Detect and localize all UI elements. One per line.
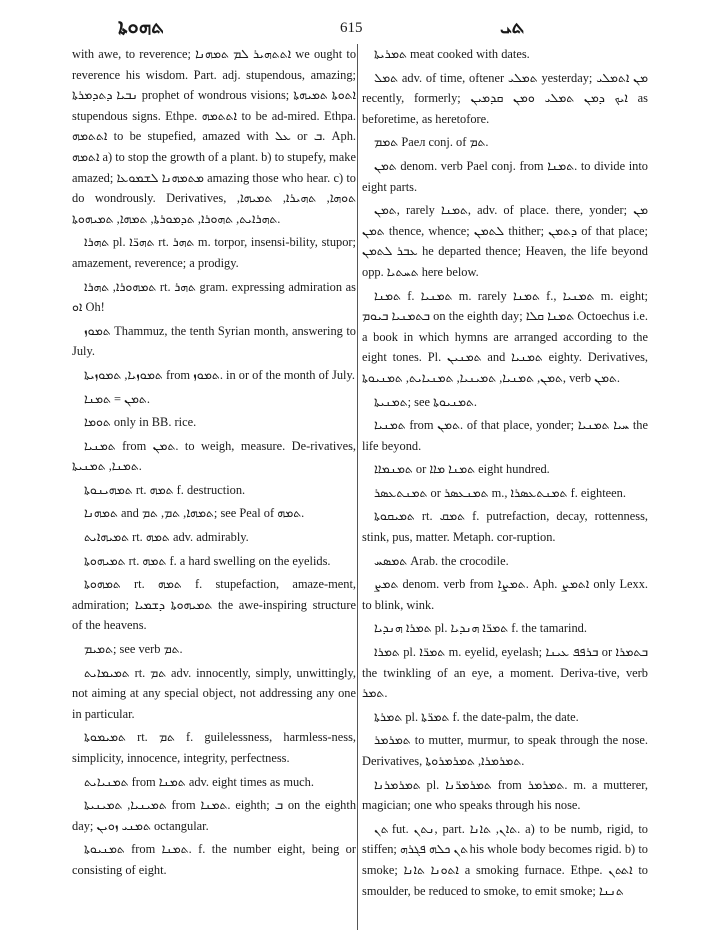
dictionary-entry: ܬܡܪܐ pl. ܬܡܪ̈ܐ m. eyelid, eyelash; ܒܪܦܦ ܥܝܢܐ or ܒܬܡܪܐ the twinkling of an eye, a moment. Deriva-tive, verb ܬܡܪ. [362,645,648,701]
dictionary-entry: ܬܡܗܢܐ and ܬܡܗܐ, ܬܡ, ܬܡ; see Peal of ܬܡܗ. [84,506,305,521]
dictionary-entry: ܬܗܪܐ pl. ܬܗܪ̈ܐ rt. ܬܗܪ m. torpor, insensi-bility, stupor; amazement, reverence; a prodigy. [72,235,356,270]
dictionary-entry: ܬܡܪܝܬܐ meat cooked with dates. [374,47,530,61]
dictionary-entry: ܬܡܗܘܬܐ rt. ܬܡܗ f. stupefaction, amaze-ment, admiration; ܬܡܝܗܘܬܐ ܕܫܡܝܐ the awe-inspiring structure of the heavens. [72,577,356,633]
page-header [70,14,650,44]
dictionary-entry: ܬܡܝܗܘܬܐ rt. ܬܡܗ f. a hard swelling on the eyelids. [84,553,331,568]
dictionary-entry: ܬܡܢܬܥܣܪ or ܬܡܢܥܣܪ m., ܬܡܢܬܥܣܪܐ f. eighteen. [374,485,626,500]
dictionary-entry: ܬܡܢܝܐܝܬ from ܬܡܢܐ adv. eight times as much. [84,774,314,789]
running-headword-left: ܬܗܘܬܐ [118,14,164,38]
page-number: 615 [340,20,363,36]
dictionary-entry: ܬܡܪܡܪܢܐ pl. ܬܡܪܡܪ̈ܢܐ from ܬܡܪܡܪ. m. a mutterer, magician; one who speaks through his nose. [362,777,648,813]
dictionary-entry: ܬܡܗܘܪܐ, ܬܗܪܐ rt. ܬܗܪ gram. expressing admiration as ܐܘ Oh! [72,279,356,315]
dictionary-entry: ܬܡܪܬܐ pl. ܬܡܪ̈ܬܐ f. the date-palm, the date. [374,709,579,724]
dictionary-entry: ܬܡܢ, rarely ܬܡܢܐ, adv. of place. there, yonder; ܡܢ ܬܡܢ thence, whence; ܠܬܡܢ thither; ܕܬܡܢ of that place; ܥܒܪ ܠܬܡܢ he departed thence; Heaven, the life beyond opp. ܬܚܬܝܐ here below. [362,203,648,279]
dictionary-entry: ܬܡܢܐ f. ܬܡܢܝܐ m. rarely ܬܡܢܐ f., ܬܡܢܝܐ m. eight; ܒܬܡܢܝܐ ܒܝܘܡ on the eighth day; ܬܡܢܐ ܩܠܐ Octoechus i.e. a book in which hymns are arranged according to the eight tones. Pl. ܬܡܢܝܢ and ܬܡܢܝܐ eighty. Derivatives, ܬܡܢ, ܬܡܢܝܐ, ܬܡܝܢܝܐ, ܬܡܢܝܐܝܬ, ܬܡܢܝܘܬܐ, verb ܬܡܢ. [362,288,648,385]
column-divider [357,44,358,930]
running-headword-right: ܬܝ [500,14,525,38]
dictionary-entry: ܬܢ fut. ܢܬܢ, part. ܬܐܢ, ܬܐܢܐ. a) to be numb, rigid, to stiffen; ܬܢ ܟܠܗ ܦܓܪܗ his whole body becomes rigid. b) to smoke; ܐܬܘܢܐ ܬܐܢܐ a smoking furnace. Ethpe. ܐܬܬܢ to smoulder, be reduced to smoke, to emit smoke; ܬܢܢܐ [362,821,648,898]
dictionary-entry: ܬܡܝܡ; see verb ܬܡ. [84,642,183,657]
dictionary-entry: ܬܡܣܚ Arab. the crocodile. [374,553,509,568]
dictionary-entry: ܬܡܢ = ܬܡܢܐ. [84,391,150,406]
dictionary-entry: ܬܡܪܡܪ to mutter, murmur, to speak through the nose. Derivatives, ܬܡܪܡܪܐ, ܬܡܪܡܪܘܬܐ. [362,733,648,768]
dictionary-entry: ܬܡܪܐ ܗܢܕܝܐ pl. ܬܡܪ̈ܐ ܗܢܕܝܐ f. the tamarind. [374,621,587,636]
dictionary-entry: ܬܡܝܗܐܝܬ rt. ܬܡܗ adv. admirably. [84,530,249,545]
dictionary-entry: ܬܡܢܝܘܬܐ from ܬܡܢܐ. f. the number eight, being or consisting of eight. [72,842,356,877]
dictionary-entry: ܬܡܠ adv. of time, oftener ܬܡܠܝ yesterday; ܡܢ ܐܬܡܠܝ recently, formerly; ܐܝܟ ܕܡܢ ܬܡܠܝ ܘܡܢ ܩܕܡܝܢ as beforetime, as heretofore. [362,70,648,126]
dictionary-entry: ܬܡܘܙܝܐ, ܬܡܘܙܝܬܐ from ܬܡܘܙ. in or of the month of July. [84,367,355,382]
dictionary-entry: ܬܡܢܝܐ from ܬܡܢ. of that place, yonder; ܚܝܐ ܬܡܢܝܐ the life beyond. [362,418,648,453]
dictionary-entry: ܬܡܨ denom. verb from ܬܡܨܐ. Aph. ܐܬܡܨ only Lexx. to blink, wink. [362,577,648,612]
dictionary-entry: ܬܡܢܝܬܐ; see ܬܡܢܝܘܬܐ. [374,394,477,409]
dictionary-entry: ܬܘܡܐ only in BB. rice. [84,415,197,430]
dictionary-entry: ܬܡܘܙ Thammuz, the tenth Syrian month, answering to July. [72,323,356,359]
dictionary-entry: ܬܡܝܡܐܝܬ rt. ܬܡ adv. innocently, simply, unwittingly, not aiming at any special object, not addressing any one in particular. [72,665,356,721]
dictionary-entry: ܬܡܝܩܘܬܐ rt. ܬܡܩ f. putrefaction, decay, rottenness, stink, pus, matter. Metaph. cor-ruption. [362,509,648,545]
dictionary-entry: ܬܡܢ denom. verb Pael conj. from ܬܡܢܐ. to divide into eight parts. [362,158,648,194]
dictionary-entry: ܬܡܗܝܢܘܬܐ rt. ܬܡܗ f. destruction. [84,482,246,497]
dictionary-entry: ܬܡܢܡܐܐ or ܬܡܢܐ ܡܐܐ eight hundred. [374,462,550,477]
dictionary-entry: ܬܡܝܢܝܐ, ܬܡܝܢܝܬܐ from ܬܡܢܐ. eighth; ܒ on the eighth day; ܬܡܢܝ ܙܘܝܢ octangular. [72,798,356,833]
left-column [72,44,356,932]
dictionary-entry: ܬܡܢܝܐ from ܬܡܢ. to weigh, measure. De-rivatives, ܬܡܢܐ, ܬܡܢܝܬܐ. [72,438,356,474]
right-column [362,44,648,932]
dictionary-entry: ܬܡܡ Paeл conj. of ܬܡ. [374,135,489,150]
dictionary-entry: with awe, to reverence; ܐܬܬܗܝܪ ܠܡ ܬܡܗܢܐ we ought to reverence his wisdom. Part. adj. stupendous, amazing; ܢܒܝܐ ܕܬܕܡܪܬܐ prophet of wondrous visions; ܐܬܘܬܐ ܬܡܝܗܬܐ stupendous signs. Ethpe. ܐܬܬܡܗ to be ad-mired. Ethpa. ܐܬܬܡܗ to be stupefied, amazed with ܥܠ or ܒ. Aph. ܐܬܡܗ a) to stop the growth of a plant. b) to stupefy, make amazed; ܡܬܡܗܢܐ ܠܫܡܘܥܐ amazing those who hear. c) to do wondrously. Derivatives, ܬܘܗܐ, ܬܗܝܪܐ, ܬܡܝܗܐ, ܬܗܪܐܝܬ, ܬܗܘܪܐ, ܬܕܡܘܪܬܐ, ܬܡܗܐ, ܬܡܝܗܘܬܐ. [72,47,356,226]
dictionary-entry: ܬܡܝܡܘܬܐ rt. ܬܡ f. guilelessness, harmless-ness, simplicity, innocence, integrity, perfectness. [72,730,356,765]
